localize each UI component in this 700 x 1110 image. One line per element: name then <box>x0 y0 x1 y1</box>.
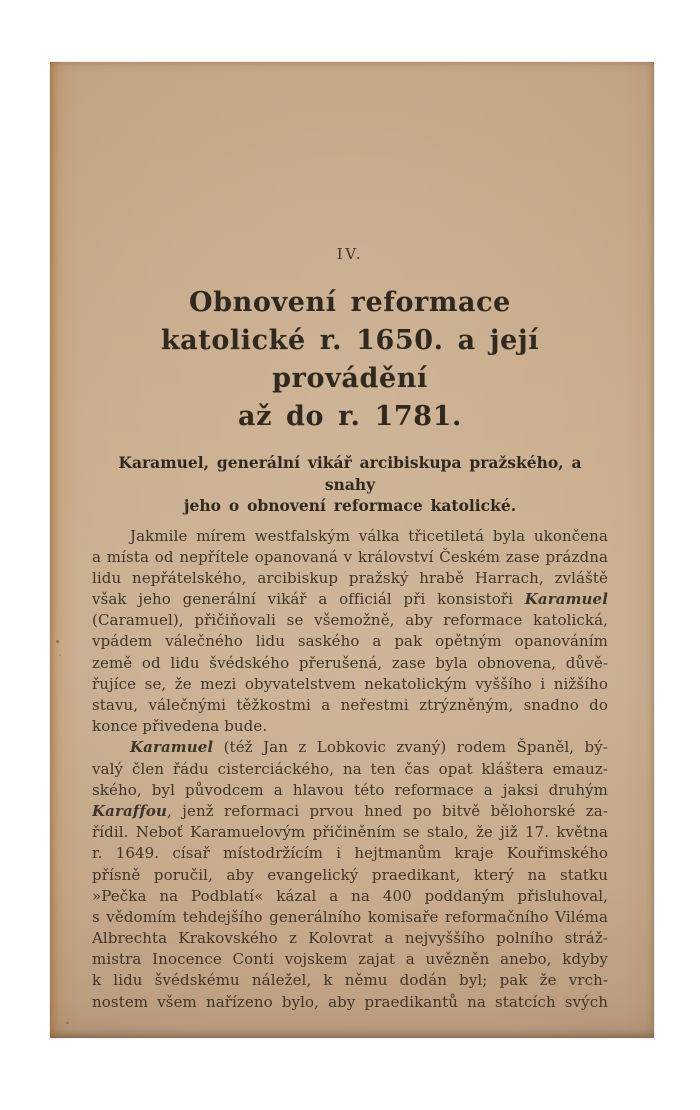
body-line <box>92 526 608 547</box>
body-line <box>92 716 608 737</box>
body-line <box>92 568 608 589</box>
body-line <box>92 674 608 695</box>
subheading-line: Karamuel, generální vikář arcibiskupa pražského, a snahy <box>118 453 582 494</box>
chapter-number: IV. <box>336 245 364 263</box>
body-line <box>92 949 608 970</box>
body-text-segment: stavu, válečnými těžkostmi a neřestmi ztrýzněným, snadno do <box>92 696 608 714</box>
body-line <box>92 970 608 991</box>
chapter-title-line: Obnovení reformace <box>189 287 511 318</box>
body-line <box>92 695 608 716</box>
chapter-title-line: katolické r. 1650. a její provádění <box>160 325 540 394</box>
body-text-segment: k lidu švédskému náležel, k němu dodán byl; pak že vrch- <box>92 971 608 990</box>
body-line <box>92 653 608 674</box>
body-line <box>92 907 608 928</box>
body-line <box>92 759 608 780</box>
chapter-title-line: až do r. 1781. <box>237 401 462 432</box>
body-line <box>92 589 608 610</box>
emphasized-name: Karaffou <box>92 801 167 820</box>
body-line <box>92 801 608 822</box>
body-line <box>92 865 608 886</box>
body-line <box>92 780 608 801</box>
body-text-segment: ského, byl původcem a hlavou této reformace a jaksi druhým <box>92 780 608 799</box>
body-text-segment: lidu nepřátelského, arcibiskup pražský hrabě Harrach, zvláště <box>92 568 608 587</box>
body-line <box>92 992 608 1013</box>
body-line <box>92 610 608 631</box>
body-text-segment: r. 1649. císař místodržícím i hejtmanům kraje Kouřimského <box>92 844 608 863</box>
body-text-segment: vpádem válečného lidu saského a pak opětným opanováním <box>92 632 608 651</box>
section-subheading <box>92 452 608 517</box>
body-text-segment: , jenž reformaci prvou hned po bitvě bělohorské za- <box>167 801 608 820</box>
body-text-segment: valý člen řádu cisterciáckého, na ten čas opat kláštera emauz- <box>92 759 608 778</box>
body-text <box>92 526 608 1013</box>
body-line <box>92 843 608 864</box>
body-line <box>92 631 608 652</box>
body-text-segment: nostem všem nařízeno bylo, aby praedikantů na statcích svých <box>92 992 608 1011</box>
body-text-segment: Jakmile mírem westfalským válka třicetiletá byla ukončena <box>130 526 608 545</box>
body-text-segment: a místa od nepřítele opanovaná v království Českém zase prázdna <box>92 547 608 566</box>
chapter-title <box>92 284 608 436</box>
body-text-segment: řujíce se, že mezi obyvatelstvem nekatolickým vyššího i nižšího <box>92 674 608 693</box>
subheading-line: jeho o obnovení reformace katolické. <box>183 496 517 515</box>
emphasized-name: Karamuel <box>524 590 608 609</box>
body-text-segment: řídil. Neboť Karamuelovým přičiněním se stalo, že již 17. května <box>92 823 608 842</box>
body-text-segment: však jeho generální vikář a officiál při konsistoři <box>92 590 525 609</box>
body-line <box>92 928 608 949</box>
body-text-segment: Albrechta Krakovského z Kolovrat a nejvyššího polního stráž- <box>92 929 608 948</box>
emphasized-name: Karamuel <box>130 738 214 757</box>
scan-speck <box>59 654 61 656</box>
body-text-segment: (též Jan z Lobkovic zvaný) rodem Španěl, bý- <box>213 738 608 757</box>
page-content <box>92 62 608 1013</box>
book-page <box>50 62 654 1038</box>
body-line <box>92 737 608 758</box>
body-text-segment: »Pečka na Podblatí« kázal a na 400 poddaným přisluhoval, <box>92 886 608 905</box>
body-line <box>92 822 608 843</box>
body-text-segment: mistra Inocence Conti vojskem zajat a uvězněn anebo, kdyby <box>92 950 608 969</box>
scan-speck <box>56 640 59 643</box>
body-line <box>92 886 608 907</box>
scan-speck <box>66 1022 69 1024</box>
body-text-segment: s vědomím tehdejšího generálního komisaře reformačního Viléma <box>92 907 608 926</box>
body-text-segment: (Caramuel), přičiňovali se všemožně, aby reformace katolická, <box>92 611 608 630</box>
body-text-segment: konce přivedena bude. <box>92 717 268 736</box>
body-line <box>92 547 608 568</box>
body-text-segment: země od lidu švédského přerušená, zase byla obnovena, důvě- <box>92 653 608 672</box>
body-text-segment: přísně poručil, aby evangelický praedikant, který na statku <box>92 865 608 884</box>
